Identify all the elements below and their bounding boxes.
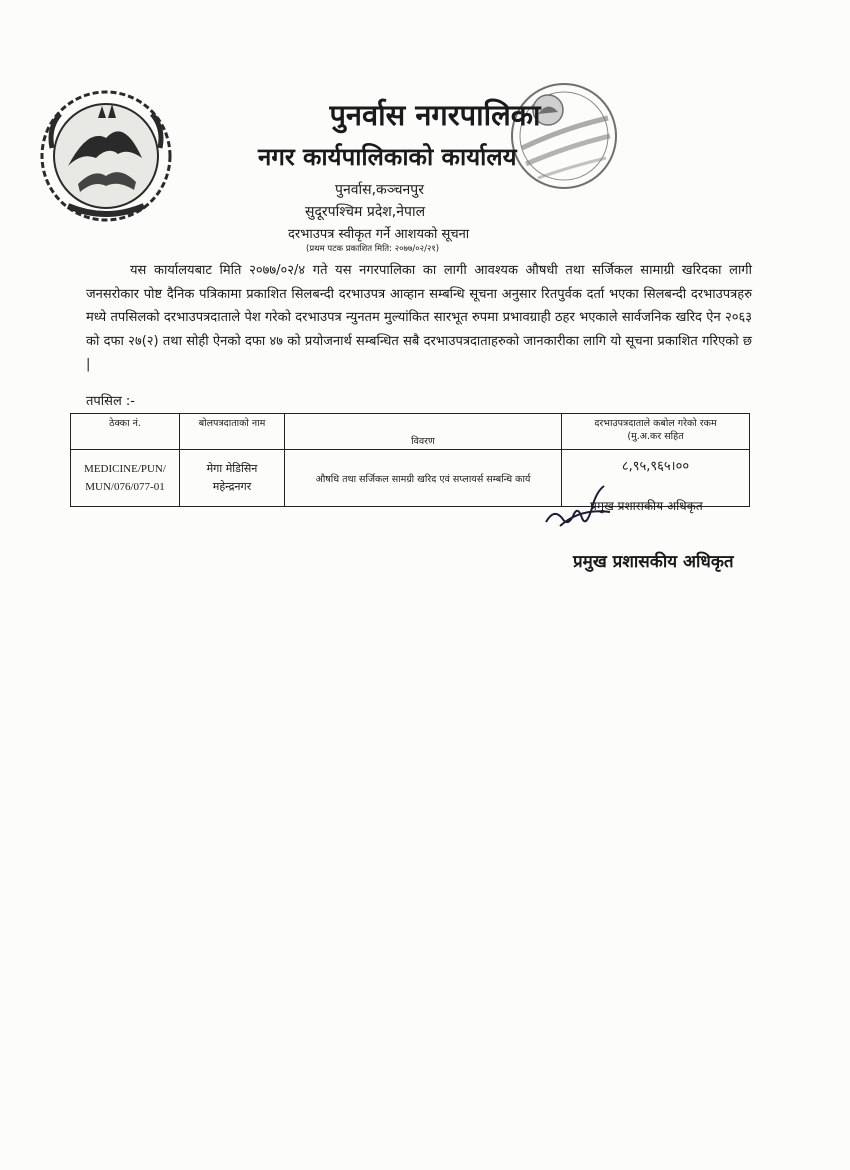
address-line-2: सुदूरपश्चिम प्रदेश,नेपाल — [305, 204, 426, 220]
header-bidder-name: बोलपत्रदाताको नाम — [180, 414, 285, 450]
signature-stamp-title: प्रमुख प्रशासकीय अधिकृत — [590, 499, 703, 513]
cell-description: औषधि तथा सर्जिकल सामग्री खरिद एवं सप्लायर्स सम्बन्धि कार्य — [285, 450, 562, 507]
header-contract-no: ठेक्का नं. — [71, 414, 180, 450]
header-amount-line1: दरभाउपत्रदाताले कबोल गरेको रकम — [594, 418, 717, 429]
publication-date: (प्रथम पटक प्रकाशित मिति: २०७७/०२/२१) — [306, 244, 440, 254]
bidder-line2: महेन्द्रनगर — [212, 480, 252, 493]
bid-table — [70, 413, 750, 507]
contract-no-line2: MUN/076/077-01 — [85, 481, 165, 493]
table-header-row — [71, 414, 750, 450]
officer-title: प्रमुख प्रशासकीय अधिकृत — [573, 552, 734, 572]
header-description: विवरण — [285, 414, 562, 450]
office-title: नगर कार्यपालिकाको कार्यालय — [258, 143, 517, 171]
details-label: तपसिल :- — [86, 394, 135, 409]
notice-paragraph: यस कार्यालयबाट मिति २०७७/०२/४ गते यस नगरपालिका का लागी आवश्यक औषधी तथा सर्जिकल सामाग्री खरिदका लागी जनसरोकार पोष्ट दैनिक पत्रिकामा प्रकाशित सिलबन्दी दरभाउपत्र आव्हान सम्बन्धि सूचना अनुसार रितपुर्वक दर्ता भएका सिलबन्दी दरभाउपत्रहरु मध्ये तपसिलको दरभाउपत्रदाताले पेश गरेको दरभाउपत्र न्युनतम मुल्यांकित सारभूत रुपमा प्रभावग्राही ठहर भएकाले सार्वजनिक खरिद ऐन २०६३ को दफा २७(२) तथा सोही ऐनको दफा ४७ को प्रयोजनार्थ सम्बन्धित सबै दरभाउपत्रदाताहरुको जानकारीका लागि यो सूचना प्रकाशित गरिएको छ | — [86, 263, 752, 372]
cell-bidder — [180, 450, 285, 507]
cell-amount: ८,९५,९६५।०० — [562, 450, 750, 507]
bidder-line1: मेगा मेडिसिन — [206, 462, 258, 475]
header-amount-line2: (मु.अ.कर सहित — [627, 431, 684, 442]
contract-no-line1: MEDICINE/PUN/ — [84, 463, 166, 475]
notice-title: दरभाउपत्र स्वीकृत गर्ने आशयको सूचना — [288, 227, 470, 242]
cell-contract-no — [71, 450, 180, 507]
header-amount — [562, 414, 750, 450]
municipality-title: पुनर्वास नगरपालिका — [329, 98, 541, 132]
address-line-1: पुनर्वास,कञ्चनपुर — [335, 182, 424, 198]
